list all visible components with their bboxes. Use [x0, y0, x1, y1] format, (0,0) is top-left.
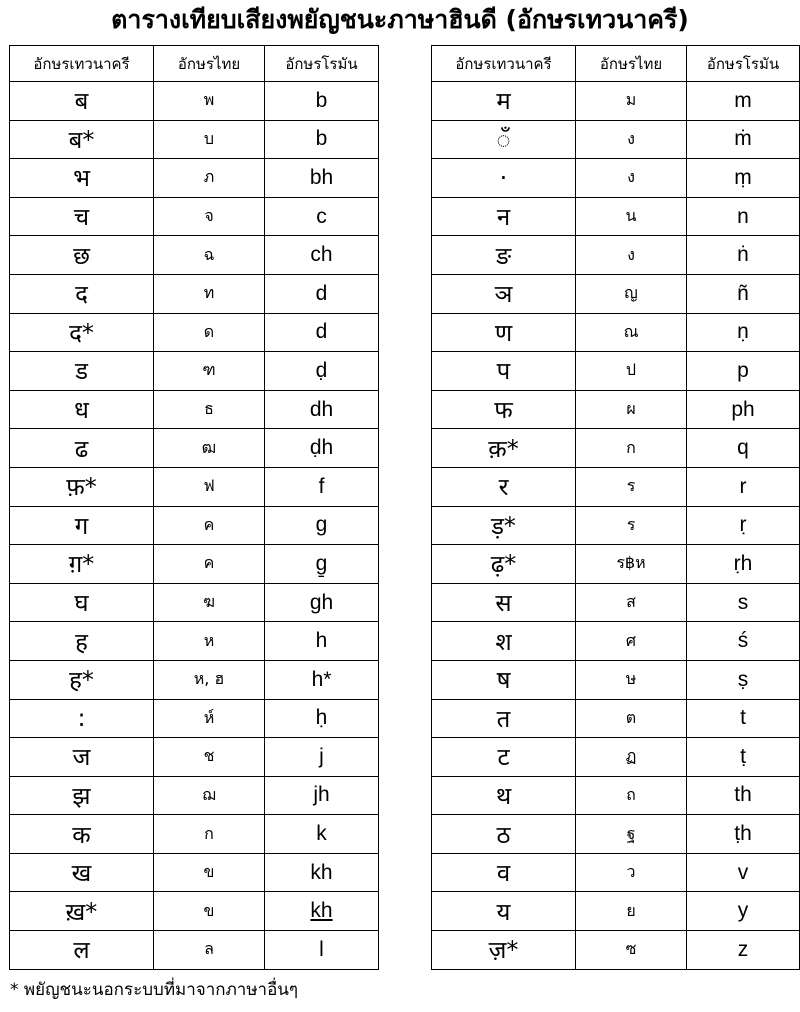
thai-cell: ภ — [154, 159, 265, 198]
roman-cell: ṃ — [687, 159, 800, 198]
devanagari-cell: ल — [10, 931, 154, 970]
table-row — [10, 82, 379, 121]
roman-cell: ñ — [687, 274, 800, 313]
header-roman: อักษรโรมัน — [265, 46, 379, 82]
consonant-table-right — [431, 45, 800, 970]
roman-cell: ṛ — [687, 506, 800, 545]
devanagari-cell: च — [10, 197, 154, 236]
header-devanagari: อักษรเทวนาครี — [432, 46, 576, 82]
thai-cell: ข — [154, 853, 265, 892]
roman-cell: dh — [265, 390, 379, 429]
devanagari-cell: ष — [432, 660, 576, 699]
thai-cell: จ — [154, 197, 265, 236]
roman-cell: d — [265, 313, 379, 352]
devanagari-cell: ड़* — [432, 506, 576, 545]
thai-cell: ฒ — [154, 429, 265, 468]
roman-cell: ṭh — [687, 815, 800, 854]
devanagari-cell: ढ — [10, 429, 154, 468]
table-row — [10, 931, 379, 970]
table-row — [432, 660, 800, 699]
table-body-left — [10, 82, 379, 970]
thai-cell: ท — [154, 274, 265, 313]
devanagari-cell: ख़* — [10, 892, 154, 931]
devanagari-cell: ञ — [432, 274, 576, 313]
devanagari-cell: घ — [10, 583, 154, 622]
table-row — [432, 467, 800, 506]
table-row — [10, 815, 379, 854]
thai-cell: ฉ — [154, 236, 265, 275]
roman-cell: t — [687, 699, 800, 738]
thai-cell: ล — [154, 931, 265, 970]
footnote: * พยัญชนะนอกระบบที่มาจากภาษาอื่นๆ — [10, 980, 299, 1000]
thai-cell: ด — [154, 313, 265, 352]
thai-cell: ห, ฮ — [154, 660, 265, 699]
devanagari-cell: द* — [10, 313, 154, 352]
thai-cell: ฑ — [154, 352, 265, 391]
thai-cell: ส — [576, 583, 687, 622]
table-row — [432, 776, 800, 815]
devanagari-cell: द — [10, 274, 154, 313]
thai-cell: ง — [576, 159, 687, 198]
roman-cell: s — [687, 583, 800, 622]
table-row — [10, 197, 379, 236]
thai-cell: ห์ — [154, 699, 265, 738]
devanagari-cell: ठ — [432, 815, 576, 854]
roman-cell: kh — [265, 853, 379, 892]
roman-cell: ś — [687, 622, 800, 661]
roman-cell: gh — [265, 583, 379, 622]
thai-cell: ผ — [576, 390, 687, 429]
roman-cell: p — [687, 352, 800, 391]
table-row — [10, 506, 379, 545]
thai-cell: ร — [576, 506, 687, 545]
table-row — [432, 313, 800, 352]
thai-cell: ญ — [576, 274, 687, 313]
thai-cell: ฐ — [576, 815, 687, 854]
thai-cell: ซ — [576, 931, 687, 970]
devanagari-cell: ग — [10, 506, 154, 545]
devanagari-cell: ँ — [432, 120, 576, 159]
table-row — [432, 892, 800, 931]
thai-cell: ฌ — [154, 776, 265, 815]
devanagari-cell: झ — [10, 776, 154, 815]
thai-cell: ว — [576, 853, 687, 892]
consonant-table-left — [9, 45, 379, 970]
roman-cell: h — [265, 622, 379, 661]
table-row — [432, 506, 800, 545]
thai-cell: ค — [154, 545, 265, 584]
roman-cell: z — [687, 931, 800, 970]
roman-cell: d — [265, 274, 379, 313]
table-row — [10, 545, 379, 584]
table-row — [432, 197, 800, 236]
devanagari-cell: य — [432, 892, 576, 931]
roman-cell: ṣ — [687, 660, 800, 699]
devanagari-cell: श — [432, 622, 576, 661]
thai-cell: ช — [154, 738, 265, 777]
devanagari-cell: थ — [432, 776, 576, 815]
thai-cell: ก — [154, 815, 265, 854]
table-row — [432, 159, 800, 198]
thai-cell: ร — [576, 467, 687, 506]
table-row — [10, 390, 379, 429]
thai-cell: ฟ — [154, 467, 265, 506]
thai-cell: ห — [154, 622, 265, 661]
table-row — [432, 738, 800, 777]
roman-cell: ch — [265, 236, 379, 275]
header-devanagari: อักษรเทวนาครี — [10, 46, 154, 82]
table-row — [432, 274, 800, 313]
roman-cell: v — [687, 853, 800, 892]
table-row — [10, 159, 379, 198]
roman-cell: m — [687, 82, 800, 121]
thai-cell: ม — [576, 82, 687, 121]
devanagari-cell: स — [432, 583, 576, 622]
table-row — [432, 545, 800, 584]
thai-cell: บ — [154, 120, 265, 159]
devanagari-cell: · — [432, 159, 576, 198]
header-row — [10, 46, 379, 82]
roman-cell: k — [265, 815, 379, 854]
table-row — [10, 892, 379, 931]
devanagari-cell: क़* — [432, 429, 576, 468]
thai-cell: ฆ — [154, 583, 265, 622]
roman-cell: ṅ — [687, 236, 800, 275]
roman-cell: n — [687, 197, 800, 236]
thai-cell: น — [576, 197, 687, 236]
devanagari-cell: ढ़* — [432, 545, 576, 584]
devanagari-cell: व — [432, 853, 576, 892]
devanagari-cell: ङ — [432, 236, 576, 275]
devanagari-cell: ख — [10, 853, 154, 892]
roman-cell: ḍ — [265, 352, 379, 391]
devanagari-cell: प — [432, 352, 576, 391]
table-row — [432, 583, 800, 622]
thai-cell: ง — [576, 236, 687, 275]
devanagari-cell: म — [432, 82, 576, 121]
page-title: ตารางเทียบเสียงพยัญชนะภาษาฮินดี (อักษรเทวนาครี) — [111, 5, 689, 34]
table-row — [10, 776, 379, 815]
roman-cell: ph — [687, 390, 800, 429]
devanagari-cell: ड — [10, 352, 154, 391]
table-row — [10, 352, 379, 391]
table-row — [10, 236, 379, 275]
thai-cell: ง — [576, 120, 687, 159]
thai-cell: ข — [154, 892, 265, 931]
table-row — [432, 622, 800, 661]
thai-cell: ถ — [576, 776, 687, 815]
devanagari-cell: : — [10, 699, 154, 738]
thai-cell: พ — [154, 82, 265, 121]
table-body-right — [432, 82, 800, 970]
devanagari-cell: फ — [432, 390, 576, 429]
roman-cell: ṇ — [687, 313, 800, 352]
devanagari-cell: ब* — [10, 120, 154, 159]
devanagari-cell: ज — [10, 738, 154, 777]
roman-cell: b — [265, 82, 379, 121]
roman-cell: l — [265, 931, 379, 970]
table-row — [10, 120, 379, 159]
devanagari-cell: र — [432, 467, 576, 506]
roman-cell: th — [687, 776, 800, 815]
devanagari-cell: क — [10, 815, 154, 854]
table-row — [10, 583, 379, 622]
roman-cell: q — [687, 429, 800, 468]
header-row — [432, 46, 800, 82]
thai-cell: ย — [576, 892, 687, 931]
table-row — [10, 660, 379, 699]
table-row — [432, 815, 800, 854]
roman-text: kh — [310, 899, 333, 923]
roman-cell: r — [687, 467, 800, 506]
table-row — [432, 429, 800, 468]
devanagari-cell: फ़* — [10, 467, 154, 506]
roman-cell: j — [265, 738, 379, 777]
table-row — [432, 853, 800, 892]
table-row — [432, 931, 800, 970]
header-roman: อักษรโรมัน — [687, 46, 800, 82]
roman-cell: g — [265, 506, 379, 545]
header-thai: อักษรไทย — [576, 46, 687, 82]
roman-cell: ḥ — [265, 699, 379, 738]
devanagari-cell: भ — [10, 159, 154, 198]
thai-cell: ษ — [576, 660, 687, 699]
devanagari-cell: त — [432, 699, 576, 738]
thai-cell: ศ — [576, 622, 687, 661]
header-thai: อักษรไทย — [154, 46, 265, 82]
roman-cell: y — [687, 892, 800, 931]
devanagari-cell: ट — [432, 738, 576, 777]
thai-cell: ป — [576, 352, 687, 391]
table-row — [10, 622, 379, 661]
devanagari-cell: ब — [10, 82, 154, 121]
roman-cell: bh — [265, 159, 379, 198]
table-row — [432, 390, 800, 429]
roman-cell: c — [265, 197, 379, 236]
table-row — [10, 699, 379, 738]
thai-cell: ต — [576, 699, 687, 738]
table-row — [10, 738, 379, 777]
table-row — [10, 274, 379, 313]
devanagari-cell: ह* — [10, 660, 154, 699]
table-row — [10, 313, 379, 352]
devanagari-cell: ध — [10, 390, 154, 429]
table-row — [10, 853, 379, 892]
roman-cell: h* — [265, 660, 379, 699]
thai-cell: ค — [154, 506, 265, 545]
table-row — [432, 120, 800, 159]
roman-cell: ṛh — [687, 545, 800, 584]
roman-cell: ḍh — [265, 429, 379, 468]
devanagari-cell: ग़* — [10, 545, 154, 584]
table-row — [432, 352, 800, 391]
roman-cell — [265, 892, 379, 931]
devanagari-cell: छ — [10, 236, 154, 275]
thai-cell: ธ — [154, 390, 265, 429]
table-row — [432, 236, 800, 275]
roman-cell: ṁ — [687, 120, 800, 159]
table-row — [432, 699, 800, 738]
roman-cell: f — [265, 467, 379, 506]
devanagari-cell: ण — [432, 313, 576, 352]
roman-cell: g̱ — [265, 545, 379, 584]
table-row — [432, 82, 800, 121]
roman-cell: jh — [265, 776, 379, 815]
table-row — [10, 467, 379, 506]
roman-cell: ṭ — [687, 738, 800, 777]
thai-cell: ร฿ห — [576, 545, 687, 584]
roman-cell: b — [265, 120, 379, 159]
thai-cell: ก — [576, 429, 687, 468]
devanagari-cell: ह — [10, 622, 154, 661]
devanagari-cell: न — [432, 197, 576, 236]
thai-cell: ฏ — [576, 738, 687, 777]
thai-cell: ณ — [576, 313, 687, 352]
devanagari-cell: ज़* — [432, 931, 576, 970]
table-row — [10, 429, 379, 468]
